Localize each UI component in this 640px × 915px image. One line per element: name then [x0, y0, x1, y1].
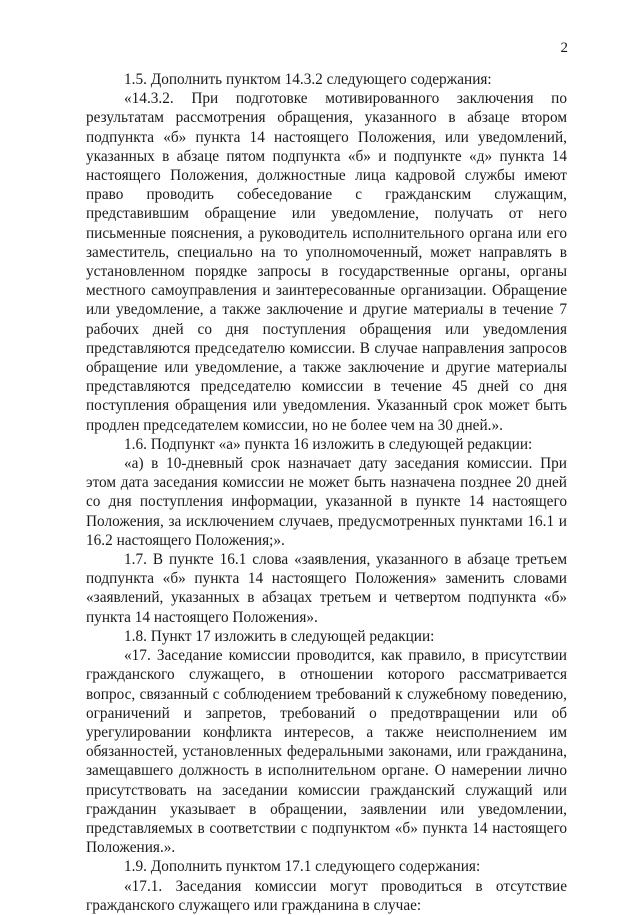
page-number: 2 — [560, 40, 568, 56]
paragraph-1-9: 1.9. Дополнить пунктом 17.1 следующего содержания: — [124, 858, 481, 876]
paragraph-1-7: 1.7. В пункте 16.1 слова «заявления, указанного в абзаце третьем подпункта «б» пункта 14 настоящего Положения» заменить словами «заявлений, указанных в абзацах третьем и четвертом подпункта «б» пункта 14 настоящего Положения». — [86, 551, 567, 626]
paragraph-16a-text: «а) в 10-дневный срок назначает дату заседания комиссии. При этом дата заседания комиссии не может быть назначена позднее 20 дней со дня поступления информации, указанной в пункте 14 настоящего Положения, за исключением случаев, предусмотренных пунктами 16.1 и 16.2 настоящего Положения;». — [86, 455, 567, 549]
paragraph-17-text: «17. Заседание комиссии проводится, как правило, в присутствии гражданского служащего, в отношении которого рассматривается вопрос, связанный с соблюдением требований к служебному поведению, ограничений и запретов, требований о предотвращении или об урегулировании конфликта интересов, а также неисполнением им обязанностей, установленных федеральными законами, или гражданина, замещавшего должность в исполнительном органе. О намерении лично присутствовать на заседании комиссии гражданский служащий или гражданин указывает в обращении, заявлении или уведомлении, представляемых в соответствии с подпунктом «б» пункта 14 настоящего Положения.». — [86, 647, 567, 857]
paragraph-1-6: 1.6. Подпункт «а» пункта 16 изложить в следующей редакции: — [124, 435, 533, 453]
paragraph-17-1-text: «17.1. Заседания комиссии могут проводиться в отсутствие гражданского служащего или гражданина в случае: — [86, 877, 567, 914]
paragraph-1-8: 1.8. Пункт 17 изложить в следующей редакции: — [124, 627, 435, 645]
paragraph-1-5: 1.5. Дополнить пунктом 14.3.2 следующего содержания: — [124, 71, 492, 88]
paragraph-14-3-2-text: «14.3.2. При подготовке мотивированного заключения по результатам рассмотрения обращения, указанного в абзаце втором подпункта «б» пункта 14 настоящего Положения, или уведомлений, указанных в абзаце пятом подпункта «б» и подпункте «д» пункта 14 настоящего Положения, должностные лица кадровой службы имеют право проводить собеседование с гражданским служащим, представившим обращение или уведомление, получать от него письменные пояснения, а руководитель исполнительного органа или его заместитель, специально на то уполномоченный, может направлять в установленном порядке запросы в государственные органы, органы местного самоуправления и заинтересованные организации. Обращение или уведомление, а также заключение и другие материалы в течение 7 рабочих дней со дня поступления обращения или уведомления представляются председателю комиссии. В случае направления запросов обращение или уведомление, а также заключение и другие материалы представляются председателю комиссии в течение 45 дней со дня поступления обращения или уведомления. Указанный срок может быть продлен председателем комиссии, но не более чем на 30 дней.». — [86, 90, 567, 434]
document-body — [86, 70, 567, 915]
